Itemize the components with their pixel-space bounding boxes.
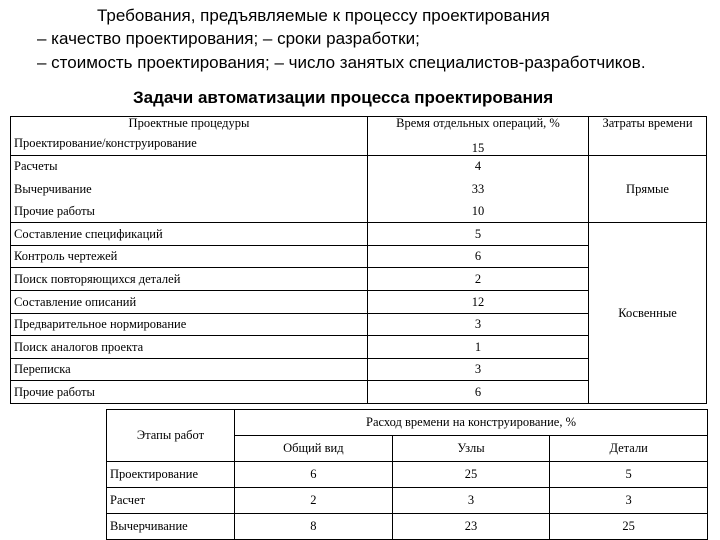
stage-value: 8 — [235, 514, 393, 540]
indirect-costs-label: Косвенные — [589, 223, 707, 404]
subheader-parts: Детали — [550, 436, 708, 462]
stage-name: Проектирование — [107, 462, 235, 488]
procedure-name: Переписка — [11, 358, 368, 381]
subheader-general: Общий вид — [235, 436, 393, 462]
stage-value: 5 — [550, 462, 708, 488]
procedure-value: 1 — [368, 336, 589, 359]
page-title: Требования, предъявляемые к процессу проектирования — [97, 6, 550, 25]
table-row — [11, 223, 707, 246]
procedure-value: 3 — [368, 313, 589, 336]
procedure-name: Поиск аналогов проекта — [11, 336, 368, 359]
section-heading: Задачи автоматизации процесса проектирования — [133, 88, 554, 107]
table-header-row — [107, 410, 708, 436]
procedure-name: Вычерчивание — [11, 178, 368, 201]
header-stages: Этапы работ — [107, 410, 235, 462]
procedure-name: Составление спецификаций — [11, 223, 368, 246]
stage-value: 25 — [550, 514, 708, 540]
procedure-value: 33 — [368, 178, 589, 201]
stage-name: Вычерчивание — [107, 514, 235, 540]
table-row — [107, 488, 708, 514]
procedure-value: 3 — [368, 358, 589, 381]
procedure-name: Расчеты — [11, 155, 368, 178]
stage-value: 2 — [235, 488, 393, 514]
procedure-name: Предварительное нормирование — [11, 313, 368, 336]
procedure-name: Прочие работы — [11, 200, 368, 223]
header-costs: Затраты времени — [589, 117, 707, 156]
procedure-name: Проектирование/конструирование — [11, 131, 368, 155]
requirements-line-2: – стоимость проектирования; – число занятых специалистов-разработчиков. — [37, 53, 646, 72]
procedure-value: 2 — [368, 268, 589, 291]
stage-value: 6 — [235, 462, 393, 488]
table-header-row — [11, 117, 707, 132]
stage-value: 23 — [392, 514, 550, 540]
table-row — [107, 462, 708, 488]
header-time-group: Расход времени на конструирование, % — [235, 410, 708, 436]
header-time: Время отдельных операций, % 15 — [368, 117, 589, 156]
design-time-table — [106, 409, 708, 540]
procedure-value: 4 — [368, 155, 589, 178]
subheader-units: Узлы — [392, 436, 550, 462]
stage-name: Расчет — [107, 488, 235, 514]
procedure-name: Составление описаний — [11, 291, 368, 314]
stage-value: 3 — [392, 488, 550, 514]
procedure-value: 6 — [368, 381, 589, 404]
procedure-value: 10 — [368, 200, 589, 223]
stage-value: 25 — [392, 462, 550, 488]
requirements-line-1: – качество проектирования; – сроки разработки; — [37, 29, 420, 48]
stage-value: 3 — [550, 488, 708, 514]
table-row — [11, 155, 707, 178]
procedure-value: 5 — [368, 223, 589, 246]
table-row — [107, 514, 708, 540]
procedure-name: Контроль чертежей — [11, 245, 368, 268]
procedure-name: Поиск повторяющихся деталей — [11, 268, 368, 291]
direct-costs-label: Прямые — [589, 155, 707, 223]
procedure-name: Прочие работы — [11, 381, 368, 404]
header-procedures: Проектные процедуры — [11, 117, 368, 132]
procedures-table — [10, 116, 707, 404]
procedure-value: 12 — [368, 291, 589, 314]
procedure-value: 6 — [368, 245, 589, 268]
